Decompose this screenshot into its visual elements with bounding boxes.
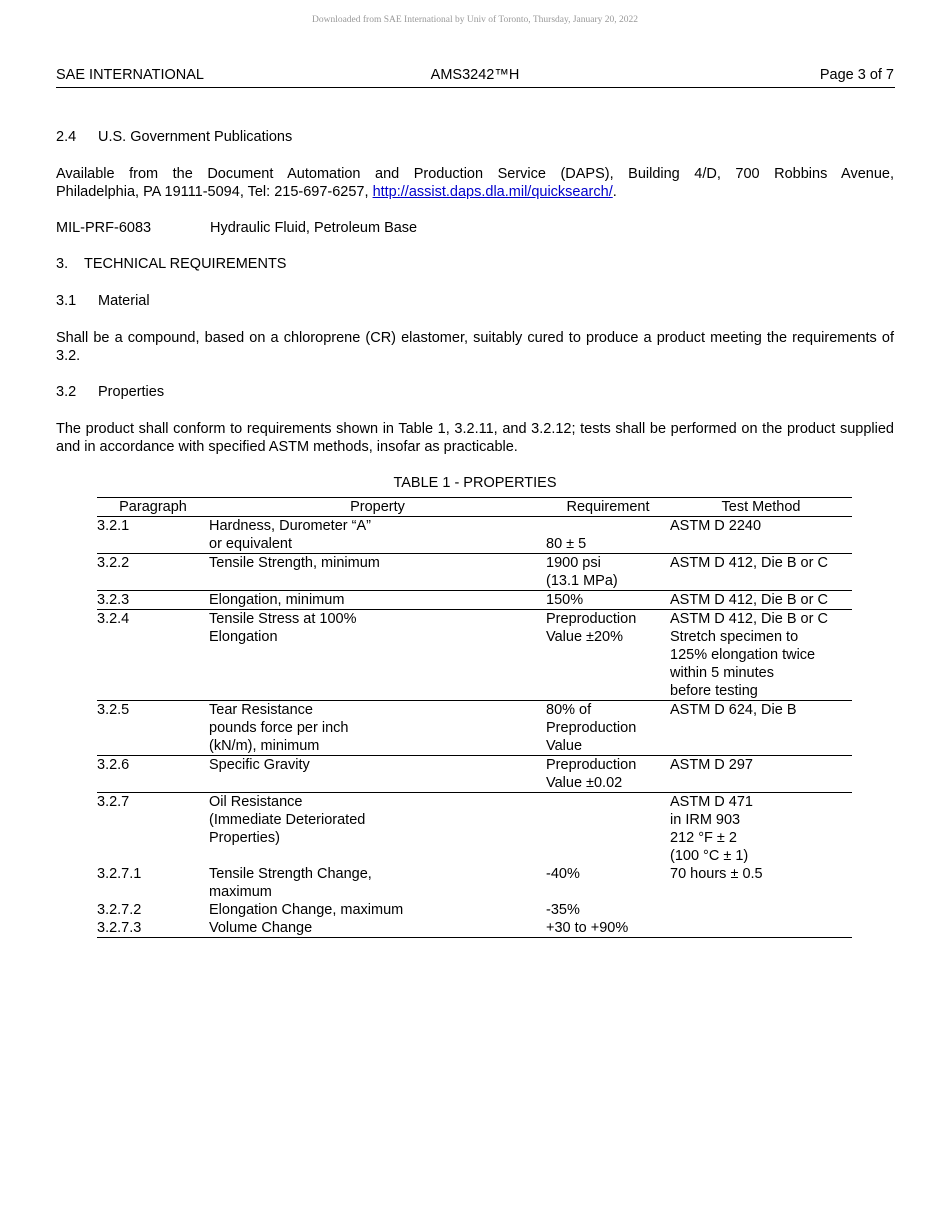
cell-property: Specific Gravity bbox=[209, 756, 546, 793]
table-row bbox=[97, 554, 852, 591]
cell-requirement: -40% bbox=[546, 866, 580, 882]
cell-property: Hardness, Durometer “A” or equivalent bbox=[209, 517, 546, 554]
cell-test-method: ASTM D 412, Die B or C Stretch specimen to 125% elongation twice within 5 minutes before testing bbox=[670, 610, 852, 701]
table-row bbox=[97, 756, 852, 793]
section-2-4-paragraph bbox=[56, 165, 894, 201]
header-requirement: Requirement bbox=[546, 498, 670, 517]
section-3-1-number: 3.1 bbox=[56, 293, 77, 309]
table-title: TABLE 1 - PROPERTIES bbox=[393, 475, 557, 491]
cell-paragraph: 3.2.7 bbox=[97, 794, 130, 810]
cell-paragraph: 3.2.7.1 bbox=[97, 866, 142, 882]
section-3-1-title: Material bbox=[98, 293, 150, 309]
cell-paragraph: 3.2.2 bbox=[97, 554, 209, 591]
cell-test-method bbox=[670, 901, 852, 919]
cell-requirement bbox=[546, 793, 670, 866]
cell-test-method: ASTM D 297 bbox=[670, 756, 852, 793]
cell-test-method: 70 hours ± 0.5 bbox=[670, 866, 763, 882]
cell-requirement: Preproduction Value ±0.02 bbox=[546, 756, 670, 793]
header-property: Property bbox=[209, 498, 546, 517]
cell-property: Elongation, minimum bbox=[209, 591, 546, 610]
cell-requirement: 80% of Preproduction Value bbox=[546, 701, 670, 756]
section-3-2-paragraph: The product shall conform to requirements shown in Table 1, 3.2.11, and 3.2.12; tests shall be performed on the product supplied and in accordance with specified ASTM methods, insofar as practicable. bbox=[56, 421, 894, 455]
cell-requirement: -35% bbox=[546, 902, 580, 918]
cell-requirement: 80 ± 5 bbox=[546, 517, 670, 554]
section-3-2-title: Properties bbox=[98, 384, 165, 400]
cell-property: Elongation Change, maximum bbox=[209, 902, 404, 918]
header-paragraph: Paragraph bbox=[97, 498, 209, 517]
properties-table bbox=[97, 497, 852, 938]
header-page-number: Page 3 of 7 bbox=[819, 67, 894, 83]
cell-test-method: ASTM D 412, Die B or C bbox=[670, 591, 852, 610]
cell-paragraph: 3.2.1 bbox=[97, 517, 209, 554]
section-2-4-period: . bbox=[612, 184, 617, 200]
section-3-number: 3. bbox=[56, 256, 69, 272]
cell-paragraph: 3.2.7.2 bbox=[97, 902, 142, 918]
cell-test-method: ASTM D 624, Die B bbox=[670, 701, 852, 756]
table-row bbox=[97, 793, 852, 866]
cell-property: Oil Resistance (Immediate Deteriorated Properties) bbox=[209, 794, 366, 846]
cell-property: Tensile Strength Change, maximum bbox=[209, 866, 372, 900]
cell-paragraph: 3.2.3 bbox=[97, 591, 209, 610]
assist-quicksearch-link[interactable]: http://assist.daps.dla.mil/quicksearch/ bbox=[372, 184, 613, 200]
section-2-4-line-2: Philadelphia, PA 19111-5094, Tel: 215-697-6257, bbox=[56, 184, 373, 200]
cell-requirement: Preproduction Value ±20% bbox=[546, 610, 670, 701]
cell-paragraph: 3.2.5 bbox=[97, 701, 209, 756]
table-row bbox=[97, 591, 852, 610]
section-3-2-number: 3.2 bbox=[56, 384, 77, 400]
cell-paragraph: 3.2.6 bbox=[97, 756, 209, 793]
section-2-4-number: 2.4 bbox=[56, 129, 77, 145]
table-row bbox=[97, 517, 852, 554]
cell-requirement: +30 to +90% bbox=[546, 919, 670, 938]
header-rule bbox=[56, 87, 895, 88]
table-row bbox=[97, 610, 852, 701]
cell-test-method: ASTM D 412, Die B or C bbox=[670, 554, 852, 591]
section-3-title: TECHNICAL REQUIREMENTS bbox=[84, 256, 287, 272]
section-2-4-title: U.S. Government Publications bbox=[98, 129, 293, 145]
table-row bbox=[97, 701, 852, 756]
reference-description: Hydraulic Fluid, Petroleum Base bbox=[210, 220, 418, 236]
section-2-4-line-1: Available from the Document Automation and Production Service (DAPS), Building 4/D, 700 Robbins Avenue, bbox=[56, 166, 894, 182]
table-row bbox=[97, 865, 852, 901]
cell-paragraph: 3.2.7.3 bbox=[97, 919, 209, 938]
header-test-method: Test Method bbox=[670, 498, 852, 517]
cell-test-method: ASTM D 2240 bbox=[670, 517, 852, 554]
cell-requirement: 1900 psi (13.1 MPa) bbox=[546, 554, 670, 591]
reference-code: MIL-PRF-6083 bbox=[56, 220, 152, 236]
cell-property: Tear Resistance pounds force per inch (kN/m), minimum bbox=[209, 701, 546, 756]
header-org: SAE INTERNATIONAL bbox=[56, 67, 204, 83]
table-row bbox=[97, 919, 852, 938]
table-row bbox=[97, 901, 852, 919]
cell-property: Tensile Stress at 100% Elongation bbox=[209, 610, 546, 701]
section-3-1-paragraph: Shall be a compound, based on a chloroprene (CR) elastomer, suitably cured to produce a product meeting the requirements of 3.2. bbox=[56, 330, 894, 364]
cell-property: Tensile Strength, minimum bbox=[209, 554, 546, 591]
header-doc-id: AMS3242™H bbox=[430, 67, 520, 83]
table-header-row bbox=[97, 498, 852, 517]
cell-test-method: ASTM D 471 in IRM 903 212 °F ± 2 (100 °C ± 1) bbox=[670, 794, 753, 864]
download-watermark: Downloaded from SAE International by Univ of Toronto, Thursday, January 20, 2022 bbox=[311, 15, 639, 25]
cell-requirement: 150% bbox=[546, 591, 670, 610]
cell-test-method bbox=[670, 919, 852, 938]
cell-property: Volume Change bbox=[209, 919, 546, 938]
cell-paragraph: 3.2.4 bbox=[97, 610, 209, 701]
